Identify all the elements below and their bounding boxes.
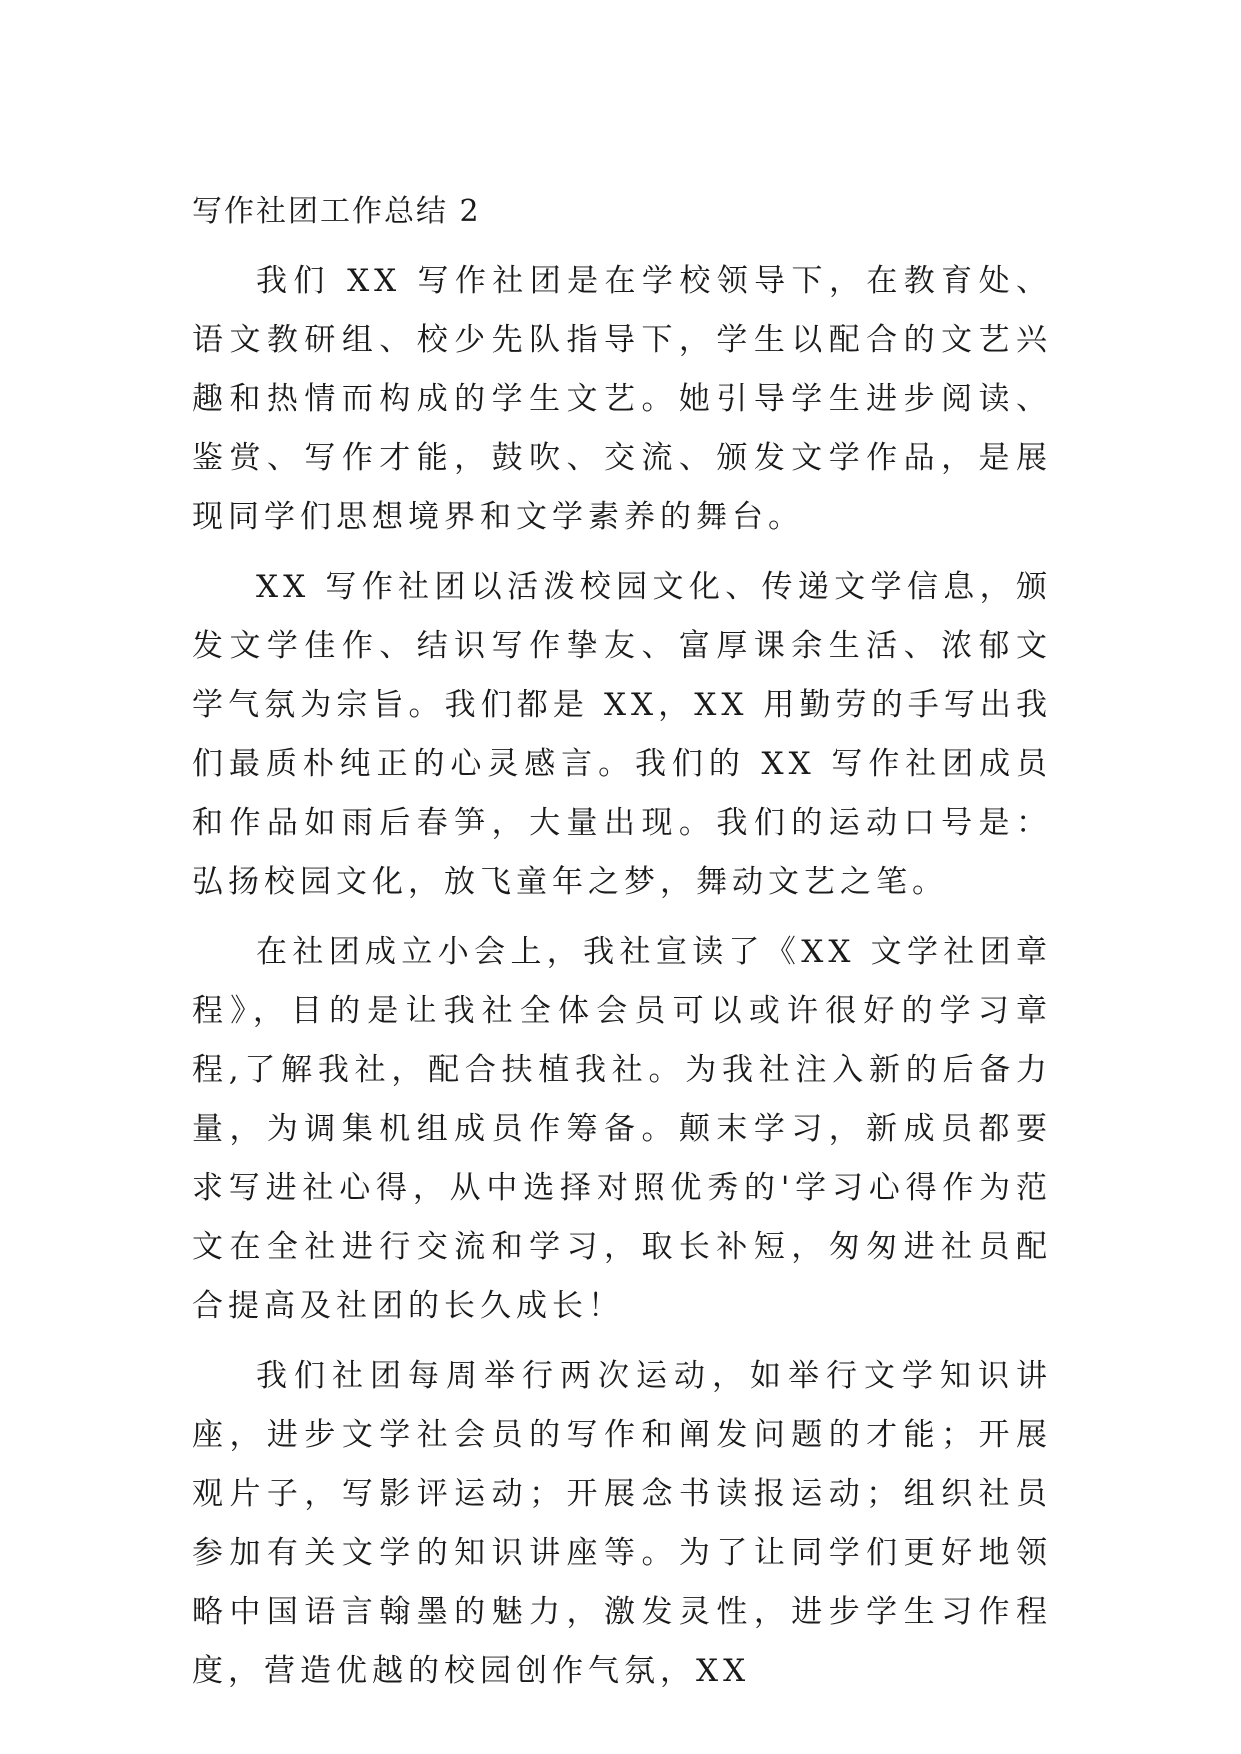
paragraph-purpose: XX 写作社团以活泼校园文化、传递文学信息，颁发文学佳作、结识写作挚友、富厚课余生活、浓郁文学气氛为宗旨。我们都是 XX，XX 用勤劳的手写出我们最质朴纯正的心灵感言。我们的 XX 写作社团成员和作品如雨后春笋，大量出现。我们的运动口号是：弘扬校园文化，放飞童年之梦，舞动文艺之笔。 xyxy=(192,569,1052,900)
paragraph-activities: 我们社团每周举行两次运动，如举行文学知识讲座，进步文学社会员的写作和阐发问题的才能；开展观片子，写影评运动；开展念书读报运动；组织社员参加有关文学的知识讲座等。为了让同学们更好地领略中国语言翰墨的魅力，激发灵性，进步学生习作程度，营造优越的校园创作气氛，XX xyxy=(192,1358,1052,1689)
document-body xyxy=(192,190,1052,1712)
paragraph-charter: 在社团成立小会上，我社宣读了《XX 文学社团章程》，目的是让我社全体会员可以或许很好的学习章程,了解我社，配合扶植我社。为我社注入新的后备力量，为调集机组成员作筹备。颠末学习，新成员都要求写进社心得，从中选择对照优秀的'学习心得作为范文在全社进行交流和学习，取长补短，匆匆进社员配合提高及社团的长久成长！ xyxy=(192,934,1052,1324)
paragraph-intro: 我们 XX 写作社团是在学校领导下，在教育处、语文教研组、校少先队指导下，学生以配合的文艺兴趣和热情而构成的学生文艺。她引导学生进步阅读、鉴赏、写作才能，鼓吹、交流、颁发文学作品，是展现同学们思想境界和文学素养的舞台。 xyxy=(192,263,1052,535)
document-title: 写作社团工作总结 2 xyxy=(192,194,481,229)
